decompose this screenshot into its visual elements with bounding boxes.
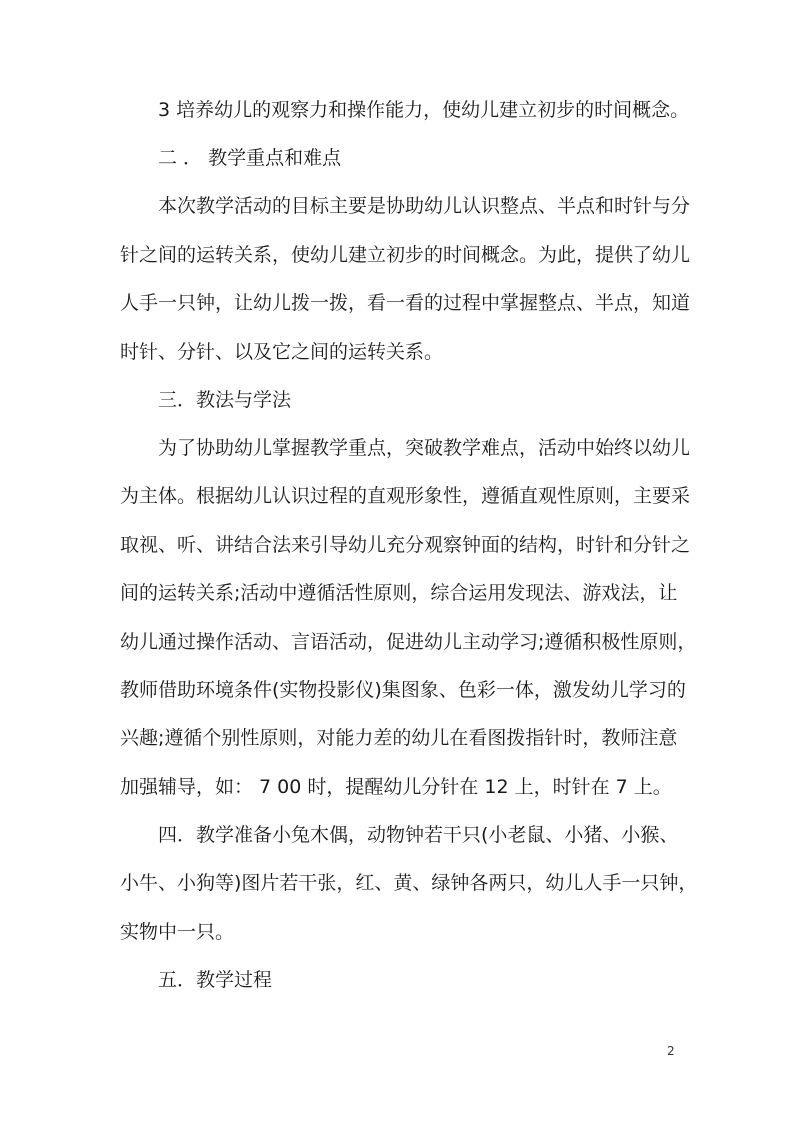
section-heading-2: 二 ． 教学重点和难点 <box>158 147 342 169</box>
text-line-12: 幼儿通过操作活动、言语活动，促进幼儿主动学习;遵循积极性原则， <box>120 631 697 653</box>
text-line-13: 教师借助环境条件(实物投影仪)集图象、色彩一体，激发幼儿学习的 <box>120 679 686 701</box>
text-line-1: 3 培养幼儿的观察力和操作能力，使幼儿建立初步的时间概念。 <box>158 99 690 121</box>
text-line-14: 兴趣;遵循个别性原则，对能力差的幼儿在看图拨指针时，教师注意 <box>120 727 678 749</box>
text-line-6: 时针、分针、以及它之间的运转关系。 <box>120 341 444 363</box>
text-line-5: 人手一只钟，让幼儿拨一拨，看一看的过程中掌握整点、半点，知道 <box>120 292 691 314</box>
text-line-10: 取视、听、讲结合法来引导幼儿充分观察钟面的结构，时针和分针之 <box>120 534 691 556</box>
text-line-17: 小牛、小狗等)图片若干张，红、黄、绿钟各两只，幼儿人手一只钟， <box>120 872 698 894</box>
section-heading-4: 四．教学准备小兔木偶，动物钟若干只(小老鼠、小猪、小猴、 <box>158 824 679 846</box>
text-line-15: 加强辅导，如： 7 00 时，提醒幼儿分针在 12 上，时针在 7 上。 <box>120 776 672 798</box>
section-heading-5: 五．教学过程 <box>158 969 273 991</box>
text-line-8: 为了协助幼儿掌握教学重点，突破教学难点，活动中始终以幼儿 <box>158 437 691 459</box>
text-line-3: 本次教学活动的目标主要是协助幼儿认识整点、半点和时针与分 <box>158 195 691 217</box>
page-number: 2 <box>667 1044 675 1058</box>
text-line-18: 实物中一只。 <box>120 921 235 943</box>
section-heading-3: 三．教法与学法 <box>158 389 292 411</box>
text-line-11: 间的运转关系;活动中遵循活性原则，综合运用发现法、游戏法，让 <box>120 582 678 604</box>
text-line-4: 针之间的运转关系，使幼儿建立初步的时间概念。为此，提供了幼儿 <box>120 244 691 266</box>
text-line-9: 为主体。根据幼儿认识过程的直观形象性，遵循直观性原则，主要采 <box>120 485 691 507</box>
